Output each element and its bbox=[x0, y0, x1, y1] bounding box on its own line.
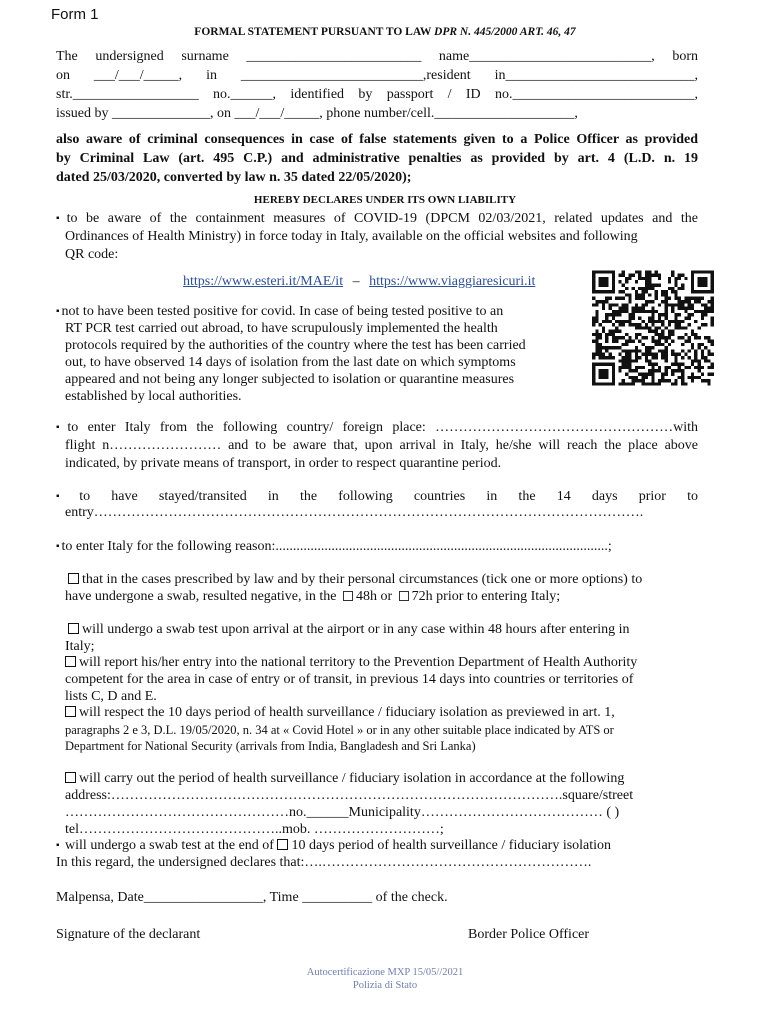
item-3-line-1: ▪ to enter Italy from the following country/ foreign place: ……………………………………………with bbox=[56, 418, 698, 438]
item-2-line-3: protocols required by the authorities of the country where the test has been carried bbox=[65, 338, 526, 353]
identity-line-4: issued by ______________, on ___/___/_____, phone number/cell.____________________, bbox=[56, 106, 578, 121]
awareness-line-3: dated 25/03/2020, converted by law n. 35 dated 22/05/2020); bbox=[56, 170, 412, 185]
declarant-signature-label: Signature of the declarant bbox=[56, 927, 201, 942]
awareness-line-1: also aware of criminal consequences in case of false statements given to a Police Officer as provided bbox=[56, 132, 698, 147]
48h-checkbox[interactable] bbox=[343, 591, 353, 601]
option-5-text: will carry out the period of health surveillance / fiduciary isolation in accordance at the following bbox=[79, 771, 625, 786]
option-2-text: will undergo a swab test upon arrival at the airport or in any case within 48 hours after entering in bbox=[82, 622, 630, 637]
esteri-link[interactable]: https://www.esteri.it/MAE/it bbox=[183, 274, 344, 289]
item-1-line-3: QR code: bbox=[65, 247, 119, 262]
item-3-line-2: flight n…………………… and to be aware that, upon arrival in Italy, he/she will reach the place above bbox=[65, 438, 698, 453]
item-5-line-1: ▪ to enter Italy for the following reason:...............................................................................................; bbox=[56, 537, 612, 557]
item-2-line-5: appeared and not being any longer subjected to isolation or quarantine measures bbox=[65, 372, 515, 387]
option-3-text: will report his/her entry into the national territory to the Prevention Department of Health Authority bbox=[79, 655, 638, 670]
officer-signature-label: Border Police Officer bbox=[468, 927, 590, 942]
item-2-line-2: RT PCR test carried out abroad, to have scrupulously implemented the health bbox=[65, 321, 498, 336]
links-row bbox=[183, 272, 535, 292]
option-2-line-1 bbox=[65, 620, 630, 640]
option-1-text-2a: have undergone a swab, resulted negative, in the bbox=[65, 589, 340, 604]
link-separator: – bbox=[352, 274, 360, 289]
option-1-checkbox[interactable] bbox=[68, 573, 79, 584]
option-1-text-2c: 72h prior to entering Italy; bbox=[411, 589, 561, 604]
title-text: FORMAL STATEMENT PURSUANT TO LAW bbox=[194, 26, 435, 38]
item-2-line-1: ▪ not to have been tested positive for covid. In case of being tested positive to an bbox=[56, 302, 503, 322]
document-title bbox=[0, 26, 770, 38]
item-6-line-2: In this regard, the undersigned declares that:….…………………………………………………. bbox=[56, 855, 592, 870]
form-label: Form 1 bbox=[51, 6, 99, 23]
identity-line-3: str.__________________ no.______, identified by passport / ID no.__________________________, bbox=[56, 87, 698, 102]
option-4-line-2: paragraphs 2 e 3, D.L. 19/05/2020, n. 34 at « Covid Hotel » or in any other suitable place indicated by ATS or bbox=[65, 723, 614, 737]
option-1-text-2b: 48h or bbox=[355, 589, 396, 604]
item-6-text-b: 10 days period of health surveillance / fiduciary isolation bbox=[291, 838, 612, 853]
item-2-line-6: established by local authorities. bbox=[65, 389, 242, 404]
declaration-heading: HEREBY DECLARES UNDER ITS OWN LIABILITY bbox=[253, 194, 517, 206]
item-4-line-2: entry………………………………………………………………………………………………………. bbox=[65, 505, 644, 520]
item-4-line-1: ▪ to have stayed/transited in the following countries in the 14 days prior to bbox=[56, 487, 698, 507]
item-1-line-2: Ordinances of Health Ministry) in force today in Italy, available on the official websites and following bbox=[65, 229, 638, 244]
option-2-checkbox[interactable] bbox=[68, 623, 79, 634]
option-5-line-2: address:…………………………………………………………………………………….square/street bbox=[65, 788, 634, 803]
option-5-line-3: …………………………………………no.______Municipality………………………………… ( ) bbox=[65, 805, 620, 820]
item-2-line-4: out, to have observed 14 days of isolation from the last date on which symptoms bbox=[65, 355, 516, 370]
option-3-line-2: competent for the area in case of entry or of transit, in previous 14 days into countries or territories of bbox=[65, 672, 634, 687]
qr-code-image[interactable] bbox=[592, 270, 714, 386]
viaggiaresicuri-link[interactable]: https://www.viaggiaresicuri.it bbox=[369, 274, 536, 289]
item-3-line-3: indicated, by private means of transport, in order to respect quarantine period. bbox=[65, 456, 502, 471]
option-5-checkbox[interactable] bbox=[65, 772, 76, 783]
option-1-text: that in the cases prescribed by law and by their personal circumstances (tick one or more options) to bbox=[82, 572, 643, 587]
option-4-checkbox[interactable] bbox=[65, 706, 76, 717]
option-3-line-3: lists C, D and E. bbox=[65, 689, 157, 704]
footer-reference: Autocertificazione MXP 15/05//2021 bbox=[306, 967, 464, 978]
identity-line-2: on ___/___/_____, in __________________________,resident in___________________________, bbox=[56, 68, 698, 83]
72h-checkbox[interactable] bbox=[399, 591, 409, 601]
option-3-checkbox[interactable] bbox=[65, 656, 76, 667]
title-law-reference: DPR N. 445/2000 ART. 46, 47 bbox=[434, 26, 576, 38]
option-5-line-4: tel……………………………………..mob. ………………………; bbox=[65, 822, 444, 837]
footer-authority: Polizia di Stato bbox=[352, 980, 418, 991]
option-2-line-2: Italy; bbox=[65, 639, 95, 654]
option-4-text: will respect the 10 days period of health surveillance / fiduciary isolation as previewed in art. 1, bbox=[79, 705, 615, 720]
option-1-line-2 bbox=[65, 587, 560, 607]
item-6-checkbox[interactable] bbox=[277, 839, 288, 850]
checkpoint-line: Malpensa, Date_________________, Time __________ of the check. bbox=[56, 890, 448, 905]
item-1-line-1: ▪ to be aware of the containment measures of COVID-19 (DPCM 02/03/2021, related updates and the bbox=[56, 209, 698, 229]
item-6-text-a: will undergo a swab test at the end of bbox=[65, 838, 278, 853]
option-4-line-3: Department for National Security (arrivals from India, Bangladesh and Sri Lanka) bbox=[65, 739, 476, 753]
awareness-line-2: by Criminal Law (art. 495 C.P.) and administrative penalties as provided by art. 4 (L.D. n. 19 bbox=[56, 151, 698, 166]
identity-line-1: The undersigned surname _________________________ name__________________________, born bbox=[56, 49, 698, 64]
